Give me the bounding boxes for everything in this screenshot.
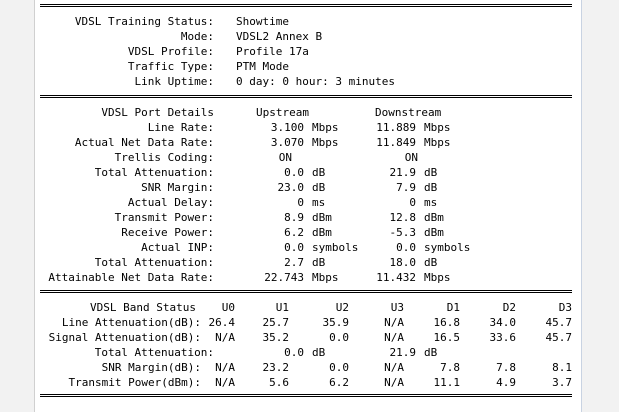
- column-header: D2: [502, 301, 516, 314]
- downstream-value: 18.0: [389, 256, 416, 269]
- link-uptime-value: 0 day: 0 hour: 3 minutes: [236, 75, 395, 88]
- downstream-value: 0.0: [396, 241, 416, 254]
- downstream-unit: symbols: [424, 241, 471, 254]
- upstream-value: 3.070: [270, 136, 304, 149]
- downstream-unit: dB: [424, 181, 438, 194]
- downstream-value: 11.889: [376, 121, 416, 134]
- downstream-value: 11.849: [376, 136, 416, 149]
- row-label: Total Attenuation:: [94, 346, 214, 359]
- band-value: 4.9: [496, 376, 516, 389]
- downstream-unit: dBm: [424, 226, 444, 239]
- profile-label: VDSL Profile:: [127, 45, 214, 58]
- downstream-unit: dB: [424, 256, 438, 269]
- downstream-header: Downstream: [375, 106, 442, 119]
- upstream-value: ON: [278, 151, 292, 164]
- downstream-value: 21.9: [389, 166, 416, 179]
- upstream-unit: dB: [312, 166, 326, 179]
- training-status-value: Showtime: [236, 15, 289, 28]
- upstream-unit: Mbps: [312, 121, 339, 134]
- upstream-value: 0: [297, 196, 304, 209]
- port-details-header: VDSL Port Details: [101, 106, 214, 119]
- column-header: D3: [558, 301, 572, 314]
- link-uptime-label: Link Uptime:: [134, 75, 214, 88]
- upstream-value: 2.7: [284, 256, 304, 269]
- band-value: 8.1: [552, 361, 572, 374]
- band-value: N/A: [215, 376, 235, 389]
- band-value: 0.0: [329, 331, 349, 344]
- downstream-value: -5.3: [389, 226, 416, 239]
- band-value: 23.2: [262, 361, 289, 374]
- row-label: SNR Margin(dB):: [101, 361, 201, 374]
- downstream-value: ON: [404, 151, 418, 164]
- right-scrollbar[interactable]: [581, 0, 619, 412]
- column-header: U1: [275, 301, 289, 314]
- separator-line: [40, 290, 572, 299]
- upstream-unit: dBm: [312, 211, 332, 224]
- profile-value: Profile 17a: [236, 45, 309, 58]
- downstream-value: 7.9: [396, 181, 416, 194]
- upstream-value: 8.9: [284, 211, 304, 224]
- band-value: 16.8: [433, 316, 460, 329]
- row-label: Receive Power:: [121, 226, 214, 239]
- band-value: 7.8: [440, 361, 460, 374]
- mode-label: Mode:: [180, 30, 214, 43]
- band-value: 35.2: [262, 331, 289, 344]
- band-value: 33.6: [489, 331, 516, 344]
- downstream-unit: dBm: [424, 211, 444, 224]
- traffic-type-label: Traffic Type:: [127, 60, 214, 73]
- upstream-value: 0.0: [284, 166, 304, 179]
- downstream-value: 21.9: [389, 346, 416, 359]
- band-value: N/A: [384, 361, 404, 374]
- row-label: Transmit Power(dBm):: [68, 376, 201, 389]
- upstream-value: 6.2: [284, 226, 304, 239]
- band-value: 34.0: [489, 316, 516, 329]
- column-header: U0: [221, 301, 235, 314]
- band-value: N/A: [384, 376, 404, 389]
- separator-line: [40, 394, 572, 403]
- downstream-unit: dB: [424, 346, 438, 359]
- row-label: Signal Attenuation(dB):: [48, 331, 201, 344]
- downstream-value: 12.8: [389, 211, 416, 224]
- band-value: N/A: [215, 361, 235, 374]
- band-value: 45.7: [545, 331, 572, 344]
- downstream-value: 0: [409, 196, 416, 209]
- column-header: D1: [446, 301, 460, 314]
- row-label: Total Attenuation:: [94, 256, 214, 269]
- band-status-header: VDSL Band Status: [90, 301, 196, 314]
- row-label: Line Rate:: [147, 121, 214, 134]
- band-value: 35.9: [322, 316, 349, 329]
- upstream-unit: symbols: [312, 241, 359, 254]
- band-value: 5.6: [269, 376, 289, 389]
- separator-line: [40, 95, 572, 104]
- upstream-unit: Mbps: [312, 136, 339, 149]
- training-status-label: VDSL Training Status:: [74, 15, 214, 28]
- downstream-unit: dB: [424, 166, 438, 179]
- upstream-unit: Mbps: [312, 271, 339, 284]
- upstream-unit: dB: [312, 256, 326, 269]
- mode-value: VDSL2 Annex B: [236, 30, 323, 43]
- row-label: Trellis Coding:: [114, 151, 214, 164]
- band-value: 7.8: [496, 361, 516, 374]
- separator-line: [40, 4, 572, 13]
- downstream-value: 11.432: [376, 271, 416, 284]
- status-content: [36, 0, 576, 412]
- column-header: U3: [390, 301, 404, 314]
- downstream-unit: ms: [424, 196, 438, 209]
- row-label: Attainable Net Data Rate:: [48, 271, 214, 284]
- row-label: Total Attenuation:: [94, 166, 214, 179]
- traffic-type-value: PTM Mode: [236, 60, 289, 73]
- downstream-unit: Mbps: [424, 121, 451, 134]
- band-value: 45.7: [545, 316, 572, 329]
- band-value: 6.2: [329, 376, 349, 389]
- upstream-value: 23.0: [277, 181, 304, 194]
- band-value: N/A: [384, 316, 404, 329]
- band-value: N/A: [384, 331, 404, 344]
- downstream-unit: Mbps: [424, 271, 451, 284]
- downstream-unit: Mbps: [424, 136, 451, 149]
- upstream-unit: ms: [312, 196, 326, 209]
- band-value: 3.7: [552, 376, 572, 389]
- band-value: 25.7: [262, 316, 289, 329]
- band-value: 0.0: [329, 361, 349, 374]
- row-label: Actual INP:: [141, 241, 214, 254]
- row-label: Actual Delay:: [127, 196, 214, 209]
- row-label: SNR Margin:: [141, 181, 214, 194]
- upstream-value: 0.0: [284, 346, 304, 359]
- row-label: Line Attenuation(dB):: [61, 316, 201, 329]
- band-value: N/A: [215, 331, 235, 344]
- band-value: 16.5: [433, 331, 460, 344]
- upstream-unit: dBm: [312, 226, 332, 239]
- left-frame-panel: [0, 0, 35, 412]
- row-label: Transmit Power:: [114, 211, 214, 224]
- column-header: U2: [335, 301, 349, 314]
- upstream-value: 3.100: [270, 121, 304, 134]
- upstream-unit: dB: [312, 346, 326, 359]
- upstream-header: Upstream: [256, 106, 309, 119]
- band-value: 26.4: [208, 316, 235, 329]
- upstream-value: 22.743: [264, 271, 304, 284]
- upstream-unit: dB: [312, 181, 326, 194]
- row-label: Actual Net Data Rate:: [74, 136, 214, 149]
- band-value: 11.1: [433, 376, 460, 389]
- upstream-value: 0.0: [284, 241, 304, 254]
